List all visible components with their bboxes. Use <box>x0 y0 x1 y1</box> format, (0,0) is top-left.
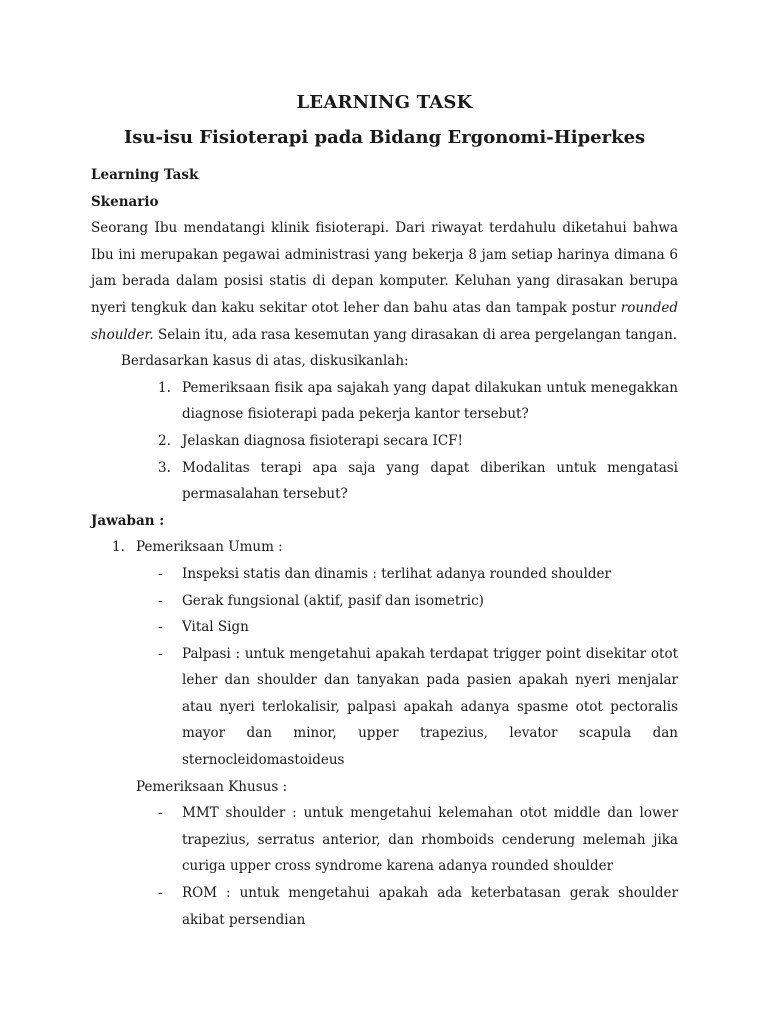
general-exam-item <box>91 614 678 641</box>
question-item <box>91 455 678 508</box>
bullet-dash: - <box>158 885 163 902</box>
document-subtitle: Isu-isu Fisioterapi pada Bidang Ergonomi-Hiperkes <box>123 127 646 148</box>
question-item <box>91 428 678 455</box>
special-exam-text: ROM : untuk mengetahui apakah ada keterbatasan gerak shoulder akibat persendian <box>182 885 678 928</box>
scenario-paragraph <box>91 215 678 348</box>
answer-item <box>91 534 678 561</box>
answer-title: Pemeriksaan Umum : <box>136 539 283 556</box>
scenario-text-1: Seorang Ibu mendatangi klinik fisioterapi. Dari riwayat terdahulu diketahui bahwa Ibu ini merupakan pegawai administrasi yang bekerja 8 jam setiap harinya dimana 6 jam berada dalam posisi statis di depan komputer. Keluhan yang dirasakan berupa nyeri tengkuk dan kaku sekitar otot leher dan bahu atas dan tampak postur <box>91 220 678 316</box>
question-text: Modalitas terapi apa saja yang dapat diberikan untuk mengatasi permasalahan tersebut? <box>182 459 678 503</box>
bullet-dash: - <box>158 645 163 662</box>
answer-number: 1. <box>112 539 125 556</box>
section-heading-skenario: Skenario <box>91 193 159 210</box>
question-text: Jelaskan diagnosa fisioterapi secara ICF! <box>182 432 463 449</box>
general-exam-text: Palpasi : untuk mengetahui apakah terdapat trigger point disekitar otot leher dan shoulder dan tanyakan pada pasien apakah nyeri menjalar atau nyeri terlokalisir, palpasi apakah adanya spasme otot pectoralis mayor dan minor, upper trapezius, levator scapula dan sternocleidomastoideus <box>182 645 678 769</box>
question-number: 1. <box>158 379 171 396</box>
discussion-intro: Berdasarkan kasus di atas, diskusikanlah: <box>121 353 409 370</box>
answer-heading: Jawaban : <box>91 512 165 529</box>
general-exam-item <box>91 588 678 615</box>
bullet-dash: - <box>158 565 163 582</box>
bullet-dash: - <box>158 619 163 636</box>
general-exam-item <box>91 561 678 588</box>
scenario-text-2: Selain itu, ada rasa kesemutan yang dirasakan di area pergelangan tangan. <box>153 326 678 343</box>
special-exam-text: MMT shoulder : untuk mengetahui kelemahan otot middle dan lower trapezius, serratus anterior, dan rhomboids cenderung melemah jika curiga upper cross syndrome karena adanya rounded shoulder <box>182 805 678 875</box>
question-text: Pemeriksaan fisik apa sajakah yang dapat dilakukan untuk menegakkan diagnose fisioterapi pada pekerja kantor tersebut? <box>182 379 678 423</box>
question-item <box>91 375 678 428</box>
general-exam-item <box>91 641 678 774</box>
special-exam-item <box>91 800 678 880</box>
bullet-dash: - <box>158 592 163 609</box>
scenario-italic-text: rounded shoulder. <box>91 299 678 343</box>
question-number: 2. <box>158 432 171 449</box>
special-exam-heading: Pemeriksaan Khusus : <box>136 778 288 795</box>
section-heading-learning-task: Learning Task <box>91 167 199 183</box>
bullet-dash: - <box>158 805 163 822</box>
document-title: LEARNING TASK <box>296 92 473 113</box>
special-exam-item <box>91 880 678 933</box>
general-exam-text: Inspeksi statis dan dinamis : terlihat adanya rounded shoulder <box>182 565 611 582</box>
general-exam-text: Vital Sign <box>182 619 249 636</box>
question-number: 3. <box>158 459 171 476</box>
general-exam-text: Gerak fungsional (aktif, pasif dan isometric) <box>182 592 484 609</box>
